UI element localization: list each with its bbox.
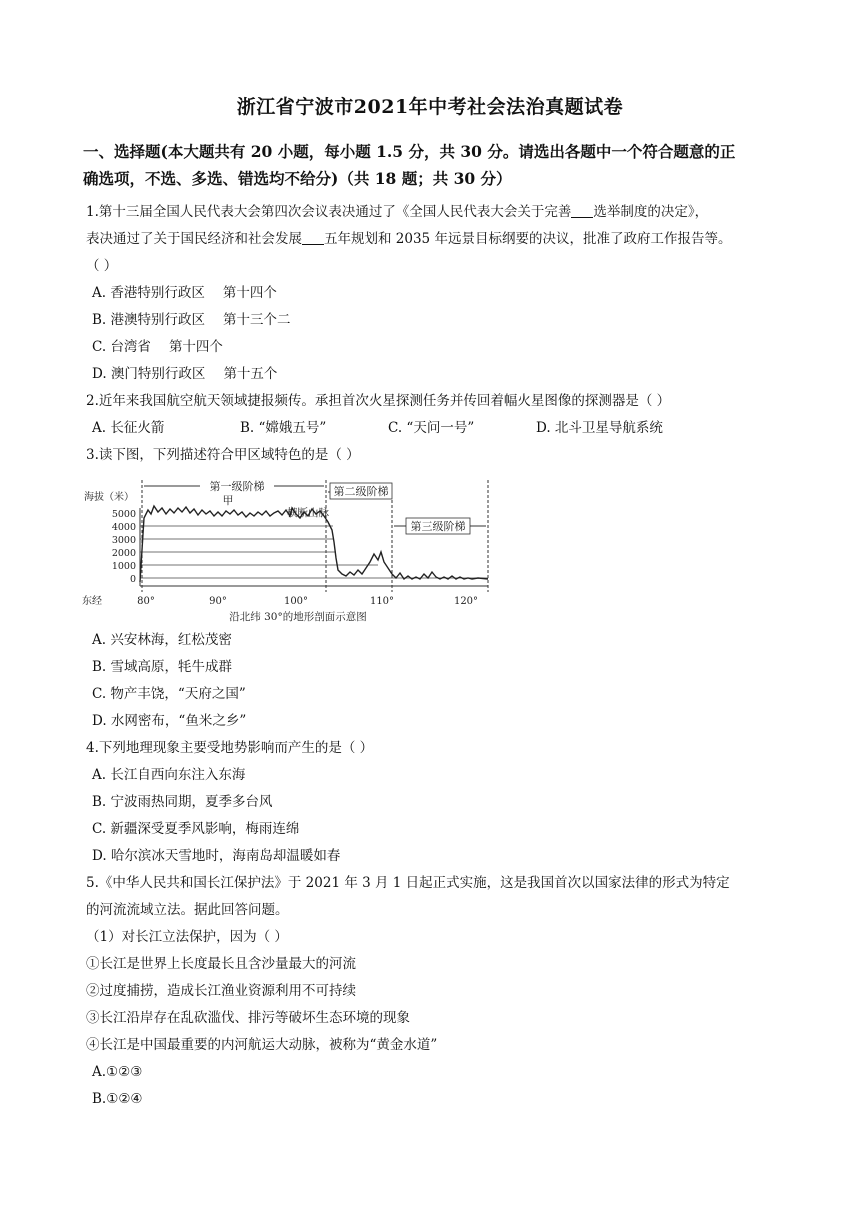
- question-3-option-a: A. 兴安林海，红松茂密: [92, 632, 232, 648]
- question-1-text: 五年规划和 2035 年远景目标纲要的决议，批准了政府工作报告等。: [324, 231, 732, 247]
- question-5-item-1: ①长江是世界上长度最长且含沙量最大的河流: [86, 956, 356, 972]
- question-1-option-b: [86, 307, 786, 334]
- y-tick: 0: [129, 574, 136, 585]
- question-1-text: 1.第十三届全国人民代表大会第四次会议表决通过了《全国人民代表大会关于完善: [86, 204, 572, 220]
- question-5-option-a: A.①②③: [92, 1064, 143, 1080]
- option-letter: A.: [92, 285, 107, 301]
- section-heading-line-1: 一、选择题(本大题共有 20 小题，每小题 1.5 分，共 30 分。请选出各题中一个符合题意的正: [83, 142, 736, 161]
- question-4-option-a: A. 长江自西向东注入东海: [92, 767, 246, 783]
- question-3-option-b: B. 雪域高原，牦牛成群: [92, 659, 233, 675]
- option-letter: C.: [92, 339, 107, 355]
- step-1-label: 第一级阶梯: [209, 480, 265, 493]
- question-2-option-c: C. “天问一号”: [388, 420, 475, 436]
- option-text: 第十五个: [223, 366, 278, 382]
- terrain-profile-diagram: [78, 478, 493, 624]
- question-4-stem: 4.下列地理现象主要受地势影响而产生的是（ ）: [86, 740, 374, 756]
- question-5-subquestion: （1）对长江立法保护，因为（ ）: [86, 929, 288, 945]
- answer-blank: [571, 203, 593, 218]
- question-1-option-c: [86, 334, 786, 361]
- page-title: 浙江省宁波市2021年中考社会法治真题试卷: [236, 96, 624, 118]
- question-1-stem-line-1: [86, 199, 786, 226]
- question-3-option-d: D. 水网密布，“鱼米之乡”: [92, 713, 247, 729]
- question-5-item-3: ③长江沿岸存在乱砍滥伐、排污等破坏生态环境的现象: [86, 1010, 410, 1026]
- option-text: 港澳特别行政区: [110, 312, 206, 328]
- mountain-label: 横断山脉: [287, 507, 329, 519]
- question-1: [86, 199, 786, 388]
- question-2: [86, 388, 786, 442]
- question-5-stem-line-1: 5.《中华人民共和国长江保护法》于 2021 年 3 月 1 日起正式实施，这是我国首次以国家法律的形式为特定: [86, 875, 730, 891]
- step-2-label: 第二级阶梯: [333, 485, 389, 498]
- figure-caption: 沿北纬 30°的地形剖面示意图: [229, 611, 367, 623]
- question-4-option-d: D. 哈尔滨冰天雪地时，海南岛却温暖如春: [92, 848, 341, 864]
- option-text: 第十三个二: [223, 312, 291, 328]
- y-tick: 3000: [111, 535, 136, 546]
- option-text: 第十四个: [222, 285, 277, 301]
- question-4-option-b: B. 宁波雨热同期，夏季多台风: [92, 794, 273, 810]
- answer-blank: [302, 230, 324, 245]
- question-5-option-b: B.①②④: [92, 1091, 143, 1107]
- x-tick: 110°: [369, 596, 395, 607]
- question-1-answer-paren: （ ）: [86, 258, 118, 274]
- question-3-options: [86, 627, 786, 735]
- question-2-option-b: B. “嫦娥五号”: [240, 420, 327, 436]
- section-heading: [83, 138, 783, 192]
- question-2-option-a: A. 长征火箭: [92, 420, 165, 436]
- terrain-profile-figure: [78, 478, 493, 624]
- option-text: 澳门特别行政区: [110, 366, 206, 382]
- y-tick: 5000: [111, 509, 136, 520]
- question-1-text: 表决通过了关于国民经济和社会发展: [86, 231, 302, 247]
- option-letter: B.: [92, 312, 107, 328]
- question-2-options: [86, 415, 786, 442]
- jia-label: 甲: [222, 494, 234, 507]
- question-1-text: 选举制度的决定》，: [593, 204, 709, 220]
- option-text: 香港特别行政区: [110, 285, 205, 301]
- question-2-option-d: D. 北斗卫星导航系统: [536, 420, 663, 436]
- section-heading-line-2: 确选项，不选、多选、错选均不给分)（共 18 题；共 30 分）: [83, 169, 512, 188]
- y-tick: 1000: [111, 561, 136, 572]
- option-text: 第十四个: [168, 339, 223, 355]
- y-axis-label: 海拔（米）: [84, 492, 134, 503]
- question-5: [86, 870, 786, 1113]
- x-tick: 80°: [137, 596, 155, 607]
- x-tick: 100°: [283, 596, 309, 607]
- question-2-stem: 2.近年来我国航空航天领域捷报频传。承担首次火星探测任务并传回着幅火星图像的探测器是（ ）: [86, 393, 671, 409]
- y-tick: 4000: [111, 522, 136, 533]
- question-1-option-d: [86, 361, 786, 388]
- option-letter: D.: [92, 366, 107, 382]
- question-4-option-c: C. 新疆深受夏季风影响，梅雨连绵: [92, 821, 300, 837]
- question-3-option-c: C. 物产丰饶，“天府之国”: [92, 686, 246, 702]
- y-tick: 2000: [111, 548, 136, 559]
- x-tick: 90°: [209, 596, 227, 607]
- question-1-stem-line-2: [86, 226, 786, 253]
- question-5-item-2: ②过度捕捞，造成长江渔业资源利用不可持续: [86, 983, 356, 999]
- question-4: [86, 735, 786, 870]
- step-3-label: 第三级阶梯: [410, 520, 466, 533]
- question-3: [86, 442, 786, 469]
- option-text: 台湾省: [110, 339, 151, 355]
- question-5-item-4: ④长江是中国最重要的内河航运大动脉，被称为“黄金水道”: [86, 1037, 438, 1053]
- x-tick: 120°: [453, 596, 479, 607]
- question-5-stem-line-2: 的河流流域立法。据此回答问题。: [86, 902, 289, 918]
- question-3-stem: 3.读下图，下列描述符合甲区域特色的是（ ）: [86, 447, 360, 463]
- question-1-option-a: [86, 280, 786, 307]
- x-axis-prefix: 东经: [82, 596, 102, 607]
